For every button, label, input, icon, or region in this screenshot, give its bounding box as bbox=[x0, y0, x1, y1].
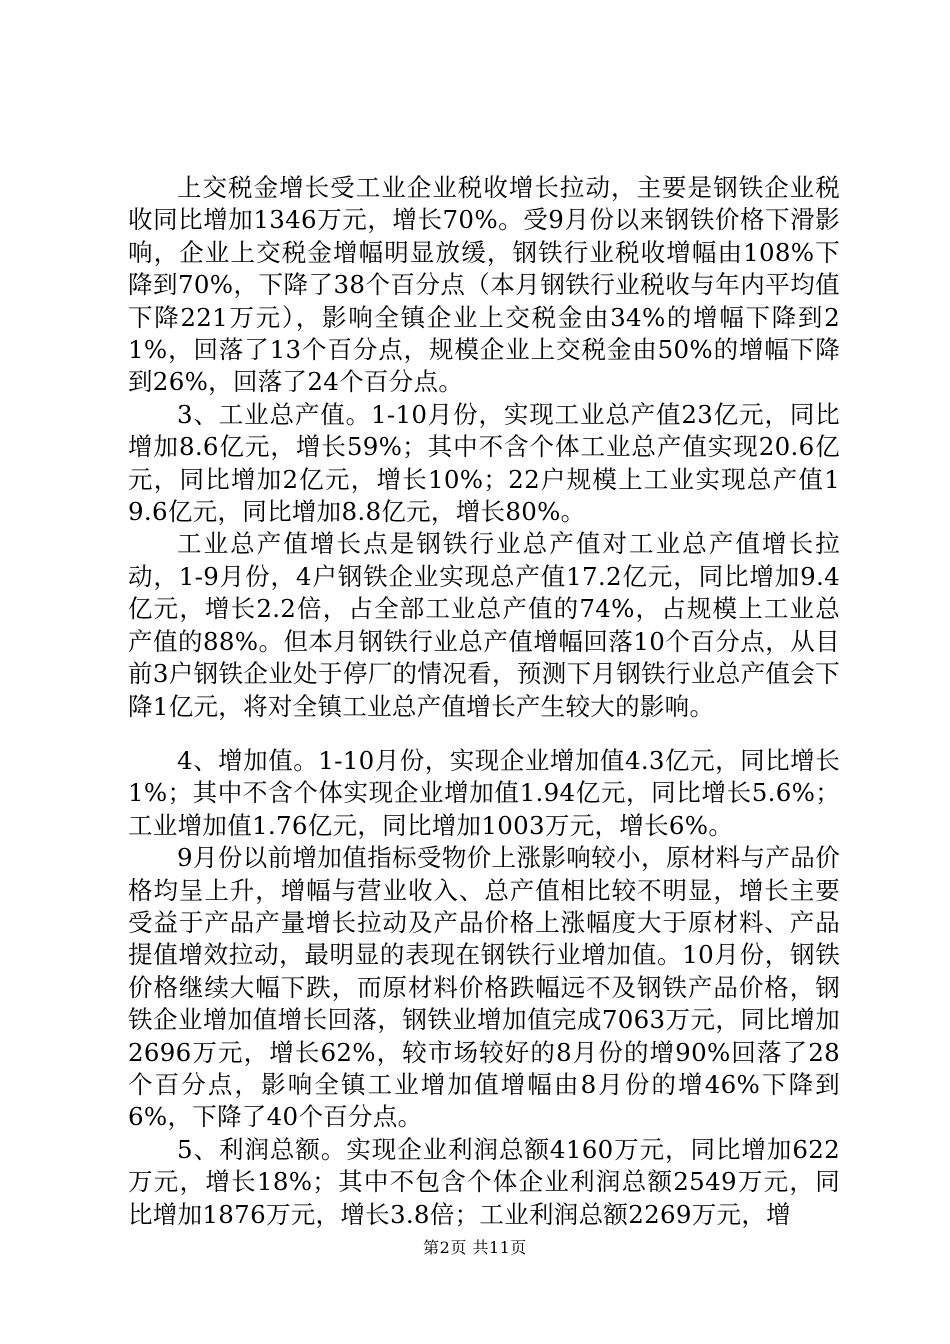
paragraph-value-added: 4、增加值。1-10月份，实现企业增加值4.3亿元，同比增长1%；其中不含个体实现企业增加值1.94亿元，同比增长5.6%；工业增加值1.76亿元，同比增加1003万元，增长6%。 bbox=[128, 745, 840, 840]
document-body bbox=[128, 172, 840, 1231]
paragraph-value-added-analysis: 9月份以前增加值指标受物价上涨影响较小，原材料与产品价格均呈上升，增幅与营业收入、总产值相比较不明显，增长主要受益于产品产量增长拉动及产品价格上涨幅度大于原材料、产品提值增效拉动，最明显的表现在钢铁行业增加值。10月份，钢铁价格继续大幅下跌，而原材料价格跌幅远不及钢铁产品价格，钢铁企业增加值增长回落，钢铁业增加值完成7063万元，同比增加2696万元，增长62%，较市场较好的8月份的增90%回落了28个百分点，影响全镇工业增加值增幅由8月份的增46%下降到6%，下降了40个百分点。 bbox=[128, 843, 840, 1132]
paragraph-output-growth-analysis: 工业总产值增长点是钢铁行业总产值对工业总产值增长拉动，1-9月份，4户钢铁企业实现总产值17.2亿元，同比增加9.4亿元，增长2.2倍，占全部工业总产值的74%，占规模上工业总产值的88%。但本月钢铁行业总产值增幅回落10个百分点，从目前3户钢铁企业处于停厂的情况看，预测下月钢铁行业总产值会下降1亿元，将对全镇工业总产值增长产生较大的影响。 bbox=[128, 529, 840, 721]
page-number-footer: 第2页 共11页 bbox=[423, 1238, 527, 1257]
paragraph-industrial-output: 3、工业总产值。1-10月份，实现工业总产值23亿元，同比增加8.6亿元，增长59%；其中不含个体工业总产值实现20.6亿元，同比增加2亿元，增长10%；22户规模上工业实现总产值19.6亿元，同比增加8.8亿元，增长80%。 bbox=[128, 399, 840, 527]
paragraph-total-profit: 5、利润总额。实现企业利润总额4160万元，同比增加622万元，增长18%；其中不包含个体企业利润总额2549万元，同比增加1876万元，增长3.8倍；工业利润总额2269万元，增 bbox=[128, 1134, 840, 1229]
paragraph-tax-growth: 上交税金增长受工业企业税收增长拉动，主要是钢铁企业税收同比增加1346万元，增长70%。受9月份以来钢铁价格下滑影响，企业上交税金增幅明显放缓，钢铁行业税收增幅由108%下降到70%，下降了38个百分点（本月钢铁行业税收与年内平均值下降221万元），影响全镇企业上交税金由34%的增幅下降到21%，回落了13个百分点，规模企业上交税金由50%的增幅下降到26%，回落了24个百分点。 bbox=[128, 173, 840, 397]
